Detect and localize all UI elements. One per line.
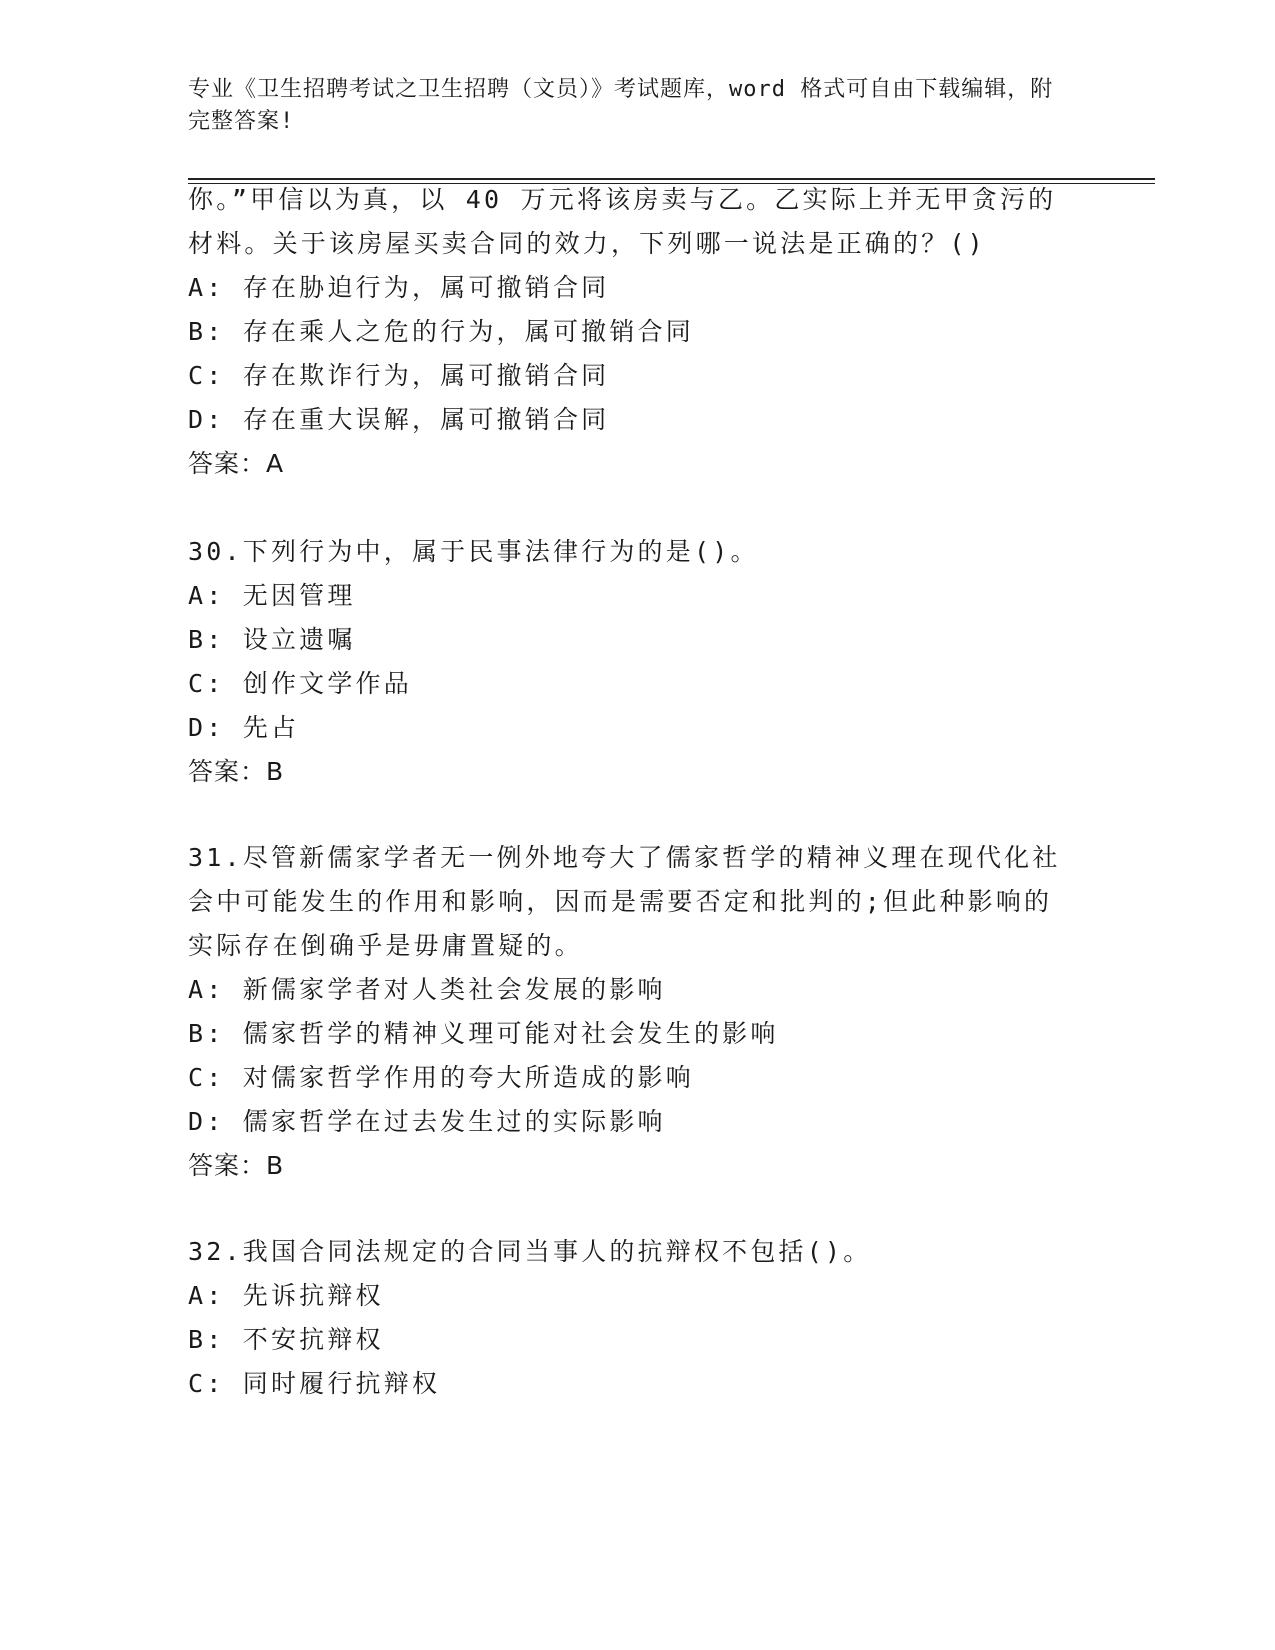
q29-stem-line-2: 材料。关于该房屋买卖合同的效力，下列哪一说法是正确的？(): [188, 229, 986, 258]
q31-stem-line-3: 实际存在倒确乎是毋庸置疑的。: [188, 931, 583, 960]
q30-option-a: A: 无因管理: [188, 581, 356, 610]
q31-option-c: C: 对儒家哲学作用的夸大所造成的影响: [188, 1063, 694, 1092]
q32-option-b: B: 不安抗辩权: [188, 1325, 384, 1354]
q32-option-c: C: 同时履行抗辩权: [188, 1369, 441, 1398]
q30-option-d: D: 先占: [188, 713, 300, 742]
q32-option-a: A: 先诉抗辩权: [188, 1281, 384, 1310]
q31-option-a: A: 新儒家学者对人类社会发展的影响: [188, 975, 666, 1004]
q32-stem-line-1: 32.我国合同法规定的合同当事人的抗辩权不包括()。: [188, 1237, 872, 1266]
q30-answer: 答案：B: [188, 757, 285, 786]
q31-option-d: D: 儒家哲学在过去发生过的实际影响: [188, 1107, 666, 1136]
q30-option-c: C: 创作文学作品: [188, 669, 412, 698]
header-divider: [188, 178, 1155, 180]
q31-answer: 答案：B: [188, 1151, 285, 1180]
q29-option-c: C: 存在欺诈行为，属可撤销合同: [188, 361, 610, 390]
q31-option-b: B: 儒家哲学的精神义理可能对社会发生的影响: [188, 1019, 779, 1048]
q29-answer: 答案：A: [188, 449, 285, 478]
q29-option-b: B: 存在乘人之危的行为，属可撤销合同: [188, 317, 694, 346]
q31-stem-line-1: 31.尽管新儒家学者无一例外地夸大了儒家哲学的精神义理在现代化社: [188, 843, 1061, 872]
q31-stem-line-2: 会中可能发生的作用和影响，因而是需要否定和批判的;但此种影响的: [188, 887, 1053, 916]
q29-option-d: D: 存在重大误解，属可撤销合同: [188, 405, 610, 434]
q30-stem-line-1: 30.下列行为中，属于民事法律行为的是()。: [188, 537, 759, 566]
q30-option-b: B: 设立遗嘱: [188, 625, 356, 654]
page-header: 专业《卫生招聘考试之卫生招聘（文员）》考试题库，word 格式可自由下载编辑，附完整答案!: [188, 77, 1054, 134]
q29-stem-line-1: 你。”甲信以为真，以 40 万元将该房卖与乙。乙实际上并无甲贪污的: [188, 185, 1057, 214]
q29-option-a: A: 存在胁迫行为，属可撤销合同: [188, 273, 610, 302]
